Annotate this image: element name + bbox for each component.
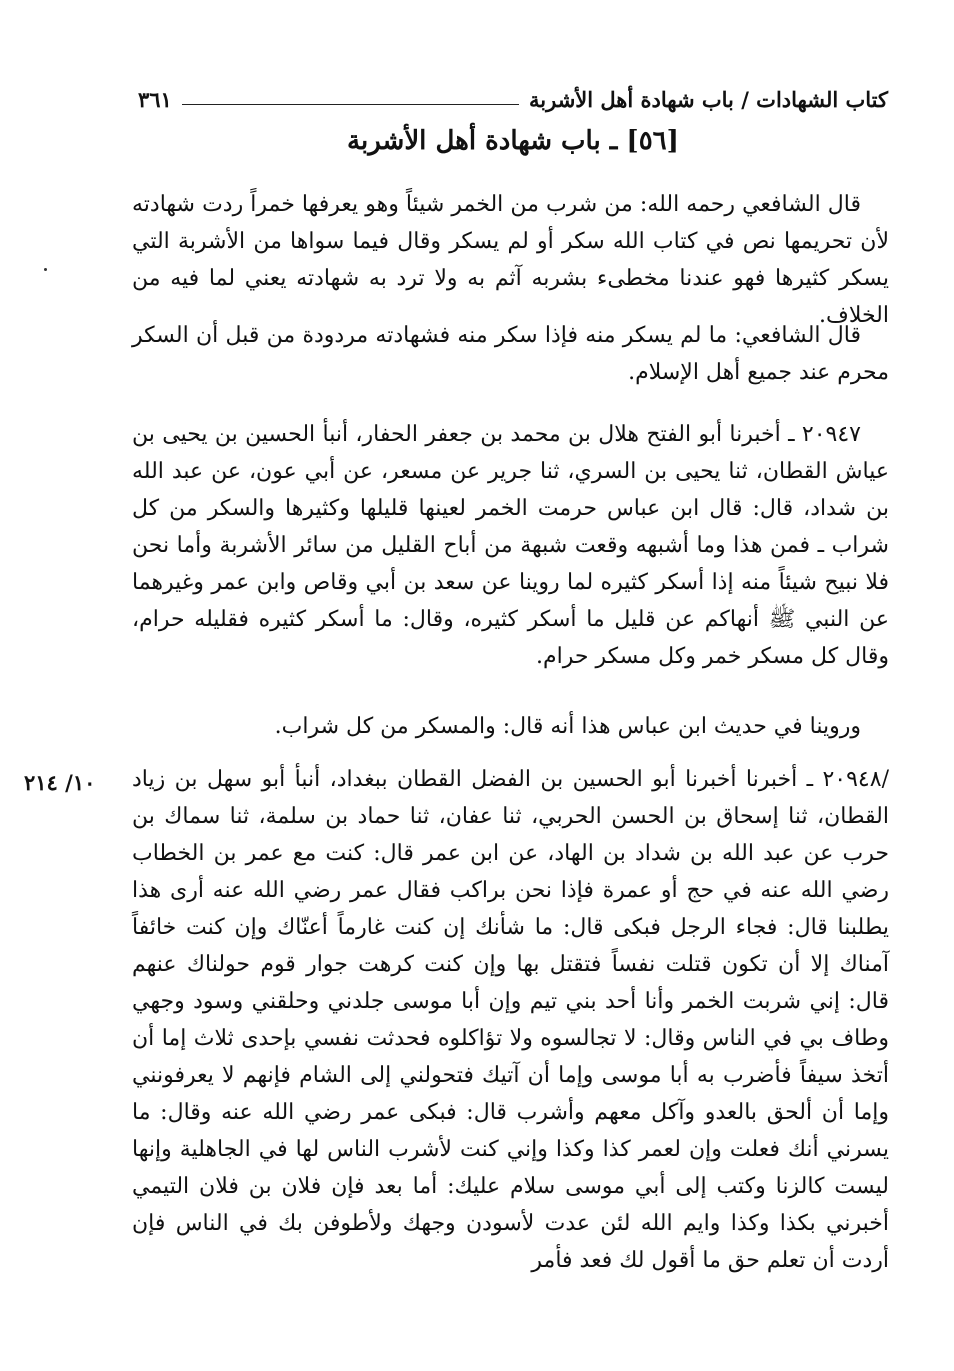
page-number: ٣٦١ (138, 87, 172, 112)
paragraph-shafii-second: قال الشافعي: ما لم يسكر منه فإذا سكر منه فشهادته مردودة من قبل أن السكر محرم عند جميع أهل الإسلام. (132, 323, 889, 385)
chapter-title: [٥٦] ـ باب شهادة أهل الأشربة (347, 126, 679, 156)
paragraph-ibn-abbas-narration: وروينا في حديث ابن عباس هذا أنه قال: والمسكر من كل شراب. (274, 714, 861, 739)
paragraph-shafii-ruling: قال الشافعي رحمه الله: من شرب من الخمر شيئاً وهو يعرفها خمراً ردت شهادته لأن تحريمها نص في كتاب الله سكر أو لم يسكر وقال فيما سواها من الأشربة التي يسكر كثيرها فهو عندنا مخطىء بشربه آثم به ولا ترد به شهادته يعني لما فيه من الخلاف. (132, 192, 889, 328)
header-title: كتاب الشهادات / باب شهادة أهل الأشربة (529, 87, 888, 112)
hadith-20948: /٢٠٩٤٨ ـ أخبرنا أخبرنا أبو الحسين بن الفضل القطان ببغداد، أنبأ أبو سهل بن زياد القطان، ثنا إسحاق بن الحسن الحربي، ثنا عفان، ثنا حماد بن سلمة، ثنا سماك بن حرب عن عبد الله بن شداد بن الهاد، عن ابن عمر قال: كنت مع عمر بن الخطاب رضي الله عنه في حج أو عمرة فإذا نحن براكب فقال عمر رضي الله عنه أرى هذا يطلبنا قال: فجاء الرجل فبكى قال: ما شأنك إن كنت غارماً أعنّاك وإن كنت خائفاً آمناك إلا أن تكون قتلت نفساً فتقتل بها وإن كنت كرهت جوار قوم حولناك عنهم قال: إني شربت الخمر وأنا أحد بني تيم وإن أبا موسى جلدني وحلقني وسود وجهي وطاف بي في الناس وقال: لا تجالسوه ولا تؤاكلوه فحدثت نفسي بإحدى ثلاث إما أن أتخذ سيفاً فأضرب به أبا موسى وإما أن آتيك فتحولني إلى الشام فإنهم لا يعرفونني وإما أن ألحق بالعدو وآكل معهم وأشرب قال: فبكى عمر رضي الله عنه وقال: ما يسرني أنك فعلت وإن لعمر كذا وكذا وإني كنت لأشرب الناس لها في الجاهلية وإنها ليست كالزنا وكتب إلى أبي موسى سلام عليك: أما بعد فإن فلان بن فلان التيمي أخبرني بكذا وكذا وايم الله لئن عدت لأسودن وجهك ولأطوفن بك في الناس فإن أردت أن تعلم حق ما أقول لك فعد فأمر (132, 767, 889, 1273)
header-rule (182, 104, 519, 105)
margin-volume-page-reference: ١٠/ ٢١٤ (24, 770, 96, 795)
scan-speck (44, 268, 47, 271)
running-header (138, 72, 888, 112)
hadith-20947: ٢٠٩٤٧ ـ أخبرنا أبو الفتح هلال بن محمد بن جعفر الحفار، أنبأ الحسين بن يحيى بن عياش القطان، ثنا يحيى بن السري، ثنا جرير عن مسعر، عن أبي عون، عن عبد الله بن شداد، قال: قال ابن عباس حرمت الخمر لعينها قليلها وكثيرها والسكر من كل شراب ـ فمن هذا وما أشبهه وقعت شبهة من أباح القليل من سائر الأشربة وأما نحن فلا نبيح شيئاً منه إذا أسكر كثيره لما روينا عن سعد بن أبي وقاص وابن عمر وغيرهما عن النبي ﷺ أنهاكم عن قليل ما أسكر كثيره، وقال: ما أسكر كثيره فقليله حرام، وقال كل مسكر خمر وكل مسكر حرام. (132, 422, 889, 669)
